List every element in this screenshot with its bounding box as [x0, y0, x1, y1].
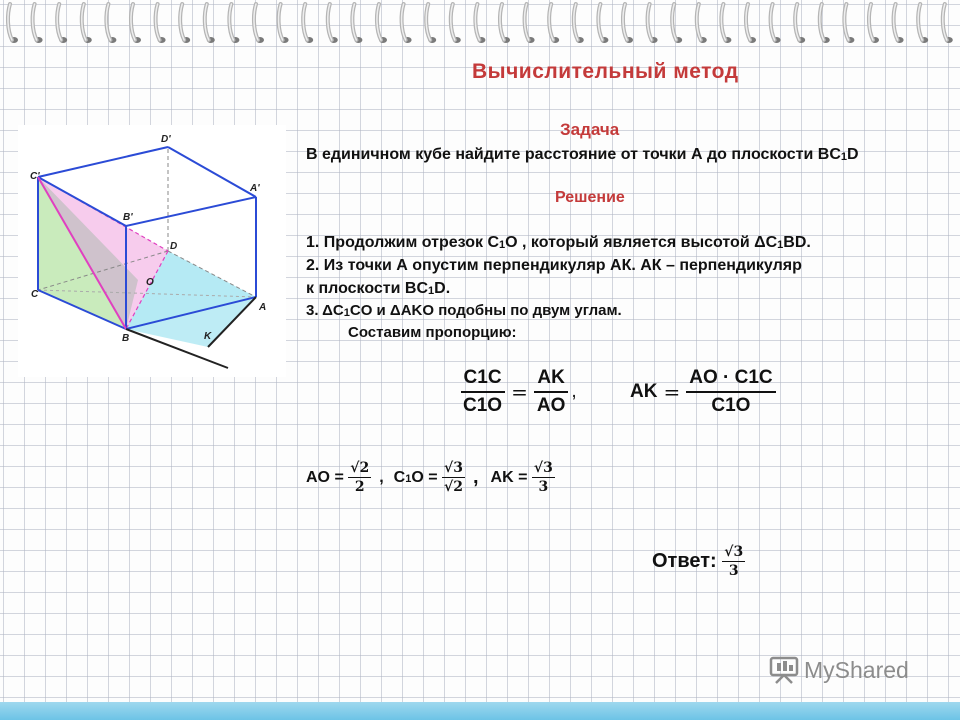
- myshared-watermark: MyShared: [768, 655, 909, 685]
- answer: Ответ: $\frac{√3}{3}$: [652, 544, 744, 579]
- label-k: K: [204, 331, 212, 342]
- problem-text: В единичном кубе найдите расстояние от точки А до плоскости $BC_1D$: [306, 146, 859, 163]
- bottom-bar: [0, 702, 960, 720]
- step-2-cont: к плоскости $BC_1D$.: [306, 280, 451, 297]
- label-d: D: [170, 241, 178, 252]
- spiral-binding: [0, 0, 960, 52]
- page-title: Вычислительный метод: [472, 60, 739, 83]
- solution-heading: Решение: [555, 189, 625, 206]
- label-a1: A': [250, 183, 260, 194]
- label-b1: B': [123, 212, 133, 223]
- task-heading: Задача: [560, 120, 620, 139]
- ak-formula: AK = $\frac{AO \cdot C1C}{C1O}$: [630, 367, 776, 417]
- proportion-formula: $\frac{C1C}{C1O}$ = $\frac{AK}{AO}$ ,: [460, 367, 577, 417]
- label-b: B: [122, 333, 130, 344]
- label-c: C: [31, 289, 39, 300]
- myshared-logo-icon: [768, 655, 800, 685]
- cube-figure: [18, 125, 286, 377]
- label-d1: D': [161, 134, 171, 145]
- values-line: AO = $\frac{√2}{2}$ , C $_1$ O = $\frac{√3}{√2}$ , AK = $\frac{√3}{3}$: [306, 460, 553, 495]
- step-1: 1. Продолжим отрезок $C_1O$ , который является высотой $\Delta C_1BD$.: [306, 234, 811, 251]
- step-4: Составим пропорцию:: [348, 324, 517, 341]
- label-o: O: [146, 277, 154, 288]
- step-2: 2. Из точки А опустим перпендикуляр АК. АК – перпендикуляр: [306, 257, 802, 274]
- label-c1: C': [30, 171, 40, 182]
- step-3: 3. $\Delta C_1CO$ и ΔAKO подобны по двум углам.: [306, 302, 622, 319]
- label-a: A: [259, 302, 267, 313]
